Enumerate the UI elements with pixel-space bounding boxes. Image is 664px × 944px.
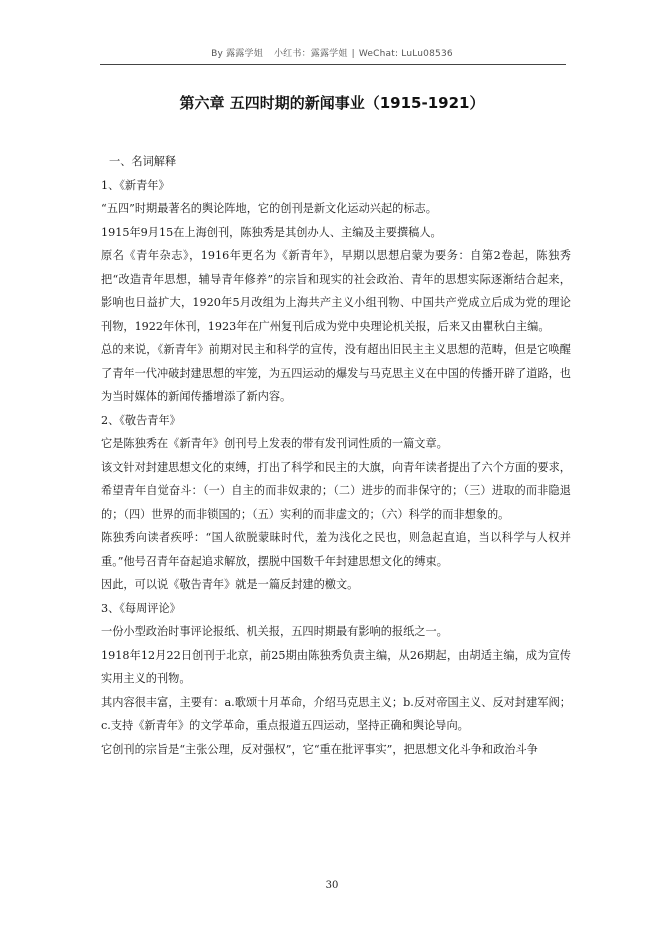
page-header <box>0 46 664 59</box>
paragraph: 它是陈独秀在《新青年》创刊号上发表的带有发刊词性质的一篇文章。 <box>101 437 448 450</box>
section-heading: 一、名词解释 <box>109 155 177 168</box>
paragraph: 1918年12月22日创刊于北京，前25期由陈独秀负责主编，从26期起，由胡适主编，成为宣传实用主义的刊物。 <box>101 648 571 685</box>
header-divider <box>100 64 566 65</box>
paragraph: 该文针对封建思想文化的束缚，打出了科学和民主的大旗，向青年读者提出了六个方面的要求，希望青年自觉奋斗：（一）自主的而非奴隶的；（二）进步的而非保守的；（三）进取的而非隐退的；（四）世界的而非锁国的；（五）实利的而非虚文的；（六）科学的而非想象的。 <box>101 460 571 521</box>
page-body <box>101 150 571 761</box>
term-heading: 1、《新青年》 <box>101 178 170 192</box>
header-xiaohongshu: 小红书：露露学姐 <box>273 49 348 59</box>
paragraph: 一份小型政治时事评论报纸、机关报，五四时期最有影响的报纸之一。 <box>101 625 448 638</box>
paragraph: 它创刊的宗旨是“主张公理，反对强权”，它“重在批评事实”，把思想文化斗争和政治斗争 <box>101 742 538 756</box>
paragraph: 陈独秀向读者疾呼：“国人欲脱蒙昧时代，羞为浅化之民也，则急起直追，当以科学与人权并重。”他号召青年奋起追求解放，摆脱中国数千年封建思想文化的缚束。 <box>101 531 571 568</box>
term-heading: 3、《每周评论》 <box>101 601 181 615</box>
paragraph: 因此，可以说《敬告青年》就是一篇反封建的檄文。 <box>101 578 359 591</box>
paragraph: 其内容很丰富，主要有：a.歌颂十月革命，介绍马克思主义；b.反对帝国主义、反对封建军阀；c.支持《新青年》的文学革命，重点报道五四运动，坚持正确和舆论导向。 <box>101 695 571 732</box>
paragraph: “五四”时期最著名的舆论阵地，它的创刊是新文化运动兴起的标志。 <box>101 202 437 215</box>
header-separator: | <box>351 49 355 59</box>
header-author: By 露露学姐 <box>211 49 263 59</box>
page-number: 30 <box>325 880 339 891</box>
paragraph: 1915年9月15在上海创刊，陈独秀是其创办人、主编及主要撰稿人。 <box>101 225 442 239</box>
paragraph: 原名《青年杂志》，1916年更名为《新青年》，早期以思想启蒙为要务：自第2卷起，陈独秀把“改造青年思想，辅导青年修养”的宗旨和现实的社会政治、青年的思想实际逐渐结合起来，影响也日益扩大，1920年5月改组为上海共产主义小组刊物、中国共产党成立后成为党的理论刊物，1922年休刊，1923年在广州复刊后成为党中央理论机关报，后来又由瞿秋白主编。 <box>101 249 571 333</box>
paragraph: 总的来说，《新青年》前期对民主和科学的宣传，没有超出旧民主主义思想的范畴，但是它唤醒了青年一代冲破封建思想的牢笼，为五四运动的爆发与马克思主义在中国的传播开辟了道路，也为当时媒体的新闻传播增添了新内容。 <box>101 343 571 403</box>
term-heading: 2、《敬告青年》 <box>101 413 181 427</box>
header-wechat: WeChat: LuLu08536 <box>358 49 453 59</box>
chapter-title: 第六章 五四时期的新闻事业（1915-1921） <box>179 94 485 112</box>
